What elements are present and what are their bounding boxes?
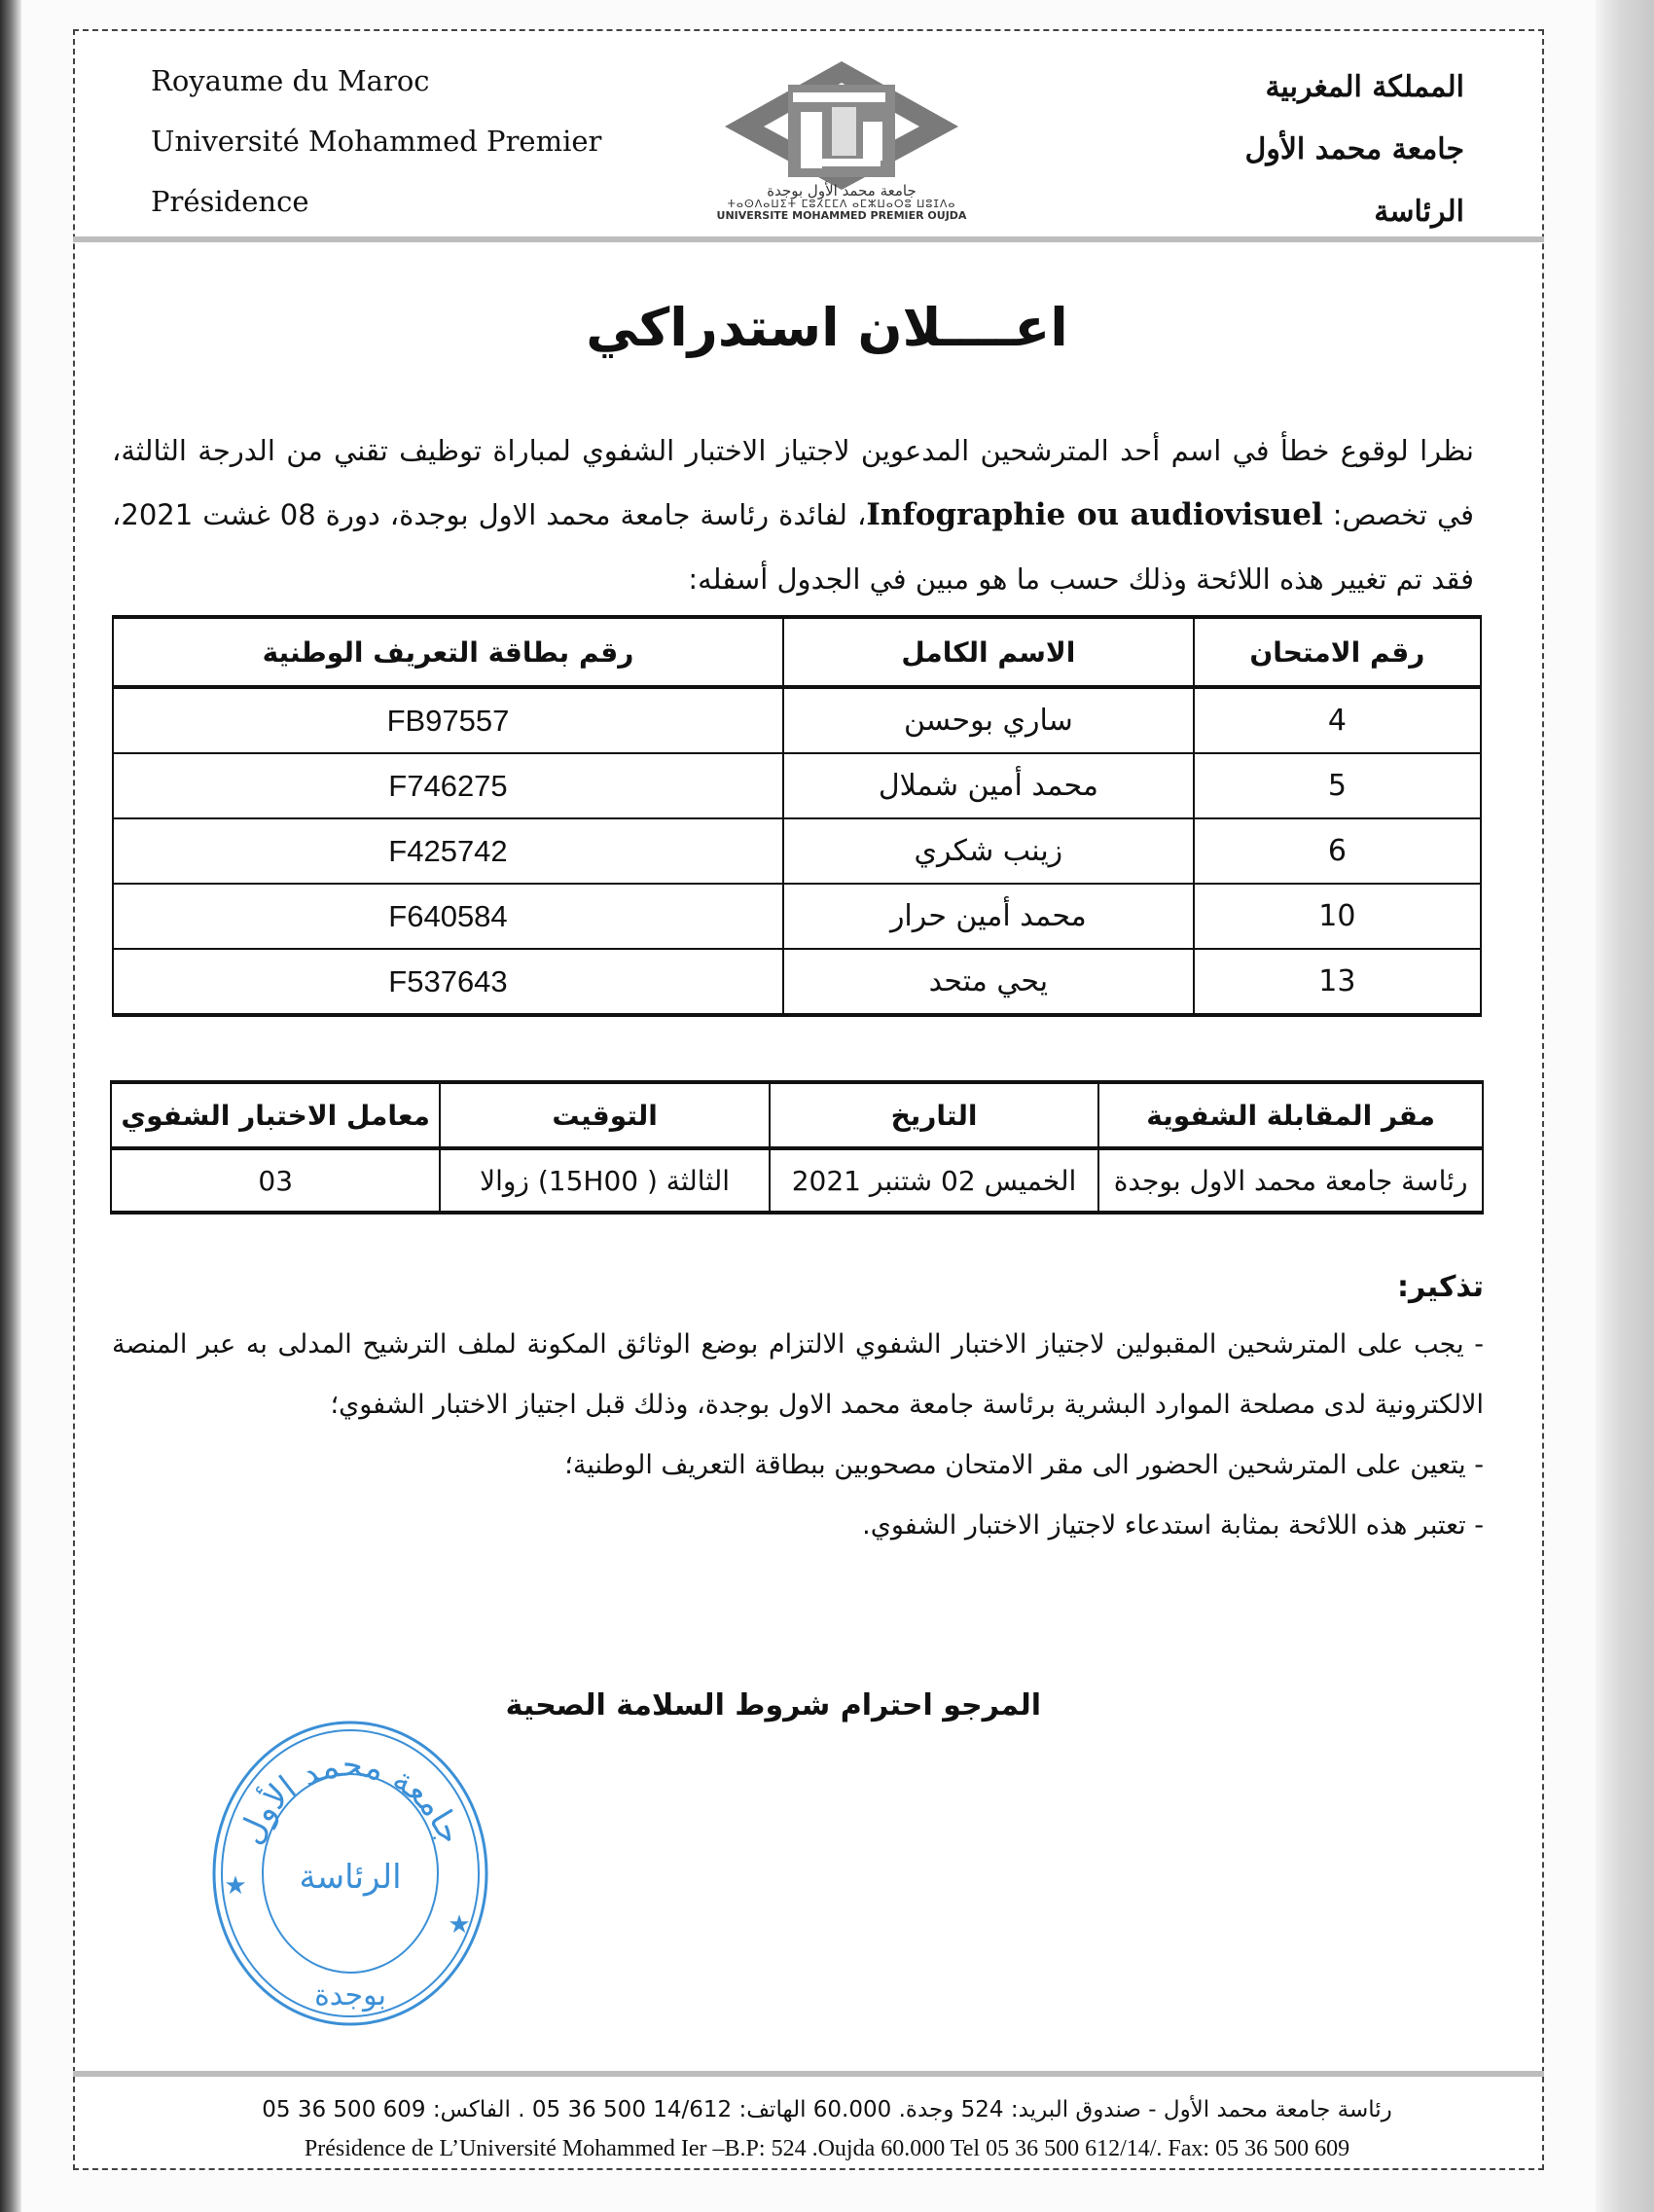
table-row <box>113 753 1481 818</box>
candidates-table <box>112 615 1482 1017</box>
stamp-center-text: الرئاسة <box>299 1858 402 1897</box>
footer-arabic: رئاسة جامعة محمد الأول - صندوق البريد: 524 وجدة. 60.000 الهاتف: 14/612 500 36 05 . الفاكس: 609 500 36 05 <box>262 2097 1392 2122</box>
cell-cin: F746275 <box>113 753 783 818</box>
health-notice: المرجو احترام شروط السلامة الصحية <box>505 1688 1041 1722</box>
footer-divider <box>73 2071 1544 2077</box>
intro-specialty: Infographie ou audiovisuel <box>866 497 1323 532</box>
cell-coefficient: 03 <box>111 1148 440 1213</box>
header-location: مقر المقابلة الشفوية <box>1098 1082 1483 1148</box>
stamp-outer-text: جامعة محمد الأول <box>231 1745 470 1851</box>
cell-name: ساري بوحسن <box>783 687 1194 753</box>
intro-part1: نظرا لوقوع خطأ في اسم أحد المترشحين المدعوين لاجتياز الاختبار الشفوي لمباراة توظيف تقني من الدرجة الثالثة، في تخصص: <box>112 434 1475 531</box>
footer-french: Présidence de L’Université Mohammed Ier –B.P: 524 .Oujda 60.000 Tel 05 36 500 612/14/. Fax: 05 36 500 609 <box>304 2136 1350 2161</box>
cell-location: رئاسة جامعة محمد الاول بوجدة <box>1098 1148 1483 1213</box>
intro-part2: ، لفائدة رئاسة جامعة محمد الاول بوجدة، دورة 08 غشت 2021، فقد تم تغيير هذه اللائحة وذلك حسب ما هو مبين في الجدول أسفله: <box>112 498 1474 596</box>
header-cin: رقم بطاقة التعريف الوطنية <box>113 617 783 687</box>
page-title: اعــــلان استدراكي <box>586 297 1068 358</box>
reminder-item: - يجب على المترشحين المقبولين لاجتياز الاختبار الشفوي الالتزام بوضع الوثائق المكونة لملف الترشيح المدلى به عبر المنصة الالكترونية لدى مصلحة الموارد البشرية برئاسة جامعة محمد الاول بوجدة، وذلك قبل اجتياز الاختبار الشفوي؛ <box>112 1329 1484 1420</box>
cell-time: الثالثة ( 15H00) زوالا <box>440 1148 769 1213</box>
cell-cin: F640584 <box>113 884 783 949</box>
stamp-bottom-text: بوجدة <box>314 1978 386 2013</box>
table-row <box>113 818 1481 884</box>
header-ar-line: جامعة محمد الأول <box>1244 132 1464 166</box>
table-header-row <box>111 1082 1483 1148</box>
cell-name: يحي متحد <box>783 949 1194 1015</box>
table-row <box>113 884 1481 949</box>
table-row <box>113 687 1481 753</box>
table-row <box>113 949 1481 1015</box>
reminder-item: - تعتبر هذه اللائحة بمثابة استدعاء لاجتياز الاختبار الشفوي. <box>862 1510 1484 1541</box>
star-icon: ★ <box>224 1871 247 1901</box>
logo-caption <box>696 183 988 222</box>
header-date: التاريخ <box>770 1082 1098 1148</box>
logo-caption-tifinagh: ⵜⴰⵙⴷⴰⵡⵉⵜ ⵎⵓⵃⵎⵎⴷ ⴰⵎⵣⵡⴰⵔⵓ ⵡⵓⵊⴷⴰ <box>727 198 956 210</box>
cell-exam-no: 10 <box>1194 884 1481 949</box>
header-ar-line: المملكة المغربية <box>1265 70 1464 104</box>
header-fr-line: Université Mohammed Premier <box>151 125 602 158</box>
reminder-heading: تذكير: <box>1397 1270 1484 1304</box>
cell-name: محمد أمين حرار <box>783 884 1194 949</box>
logo-caption-ar: جامعة محمد الأول بوجدة <box>767 182 917 199</box>
header-time: التوقيت <box>440 1082 769 1148</box>
cell-name: محمد أمين شملال <box>783 753 1194 818</box>
header-arabic <box>1245 56 1464 243</box>
table-header-row <box>113 617 1481 687</box>
header-french <box>151 51 601 232</box>
cell-exam-no: 13 <box>1194 949 1481 1015</box>
cell-cin: F425742 <box>113 818 783 884</box>
cell-exam-no: 6 <box>1194 818 1481 884</box>
header-full-name: الاسم الكامل <box>783 617 1194 687</box>
header-coefficient: معامل الاختبار الشفوي <box>111 1082 440 1148</box>
official-stamp-icon <box>204 1713 496 2034</box>
table-row <box>111 1148 1483 1213</box>
header-exam-no: رقم الامتحان <box>1194 617 1481 687</box>
reminder-section <box>112 1260 1484 1556</box>
cell-name: زينب شكري <box>783 818 1194 884</box>
cell-date: الخميس 02 شتنبر 2021 <box>770 1148 1098 1213</box>
reminder-item: - يتعين على المترشحين الحضور الى مقر الامتحان مصحوبين ببطاقة التعريف الوطنية؛ <box>564 1450 1484 1480</box>
cell-cin: FB97557 <box>113 687 783 753</box>
logo-caption-en: UNIVERSITE MOHAMMED PREMIER OUJDA <box>716 209 967 222</box>
header-fr-line: Présidence <box>151 185 309 218</box>
header-fr-line: Royaume du Maroc <box>151 64 430 97</box>
cell-exam-no: 5 <box>1194 753 1481 818</box>
star-icon: ★ <box>448 1910 471 1940</box>
intro-paragraph <box>112 418 1474 611</box>
cell-exam-no: 4 <box>1194 687 1481 753</box>
interview-table <box>110 1080 1484 1215</box>
header-ar-line: الرئاسة <box>1374 195 1464 229</box>
cell-cin: F537643 <box>113 949 783 1015</box>
